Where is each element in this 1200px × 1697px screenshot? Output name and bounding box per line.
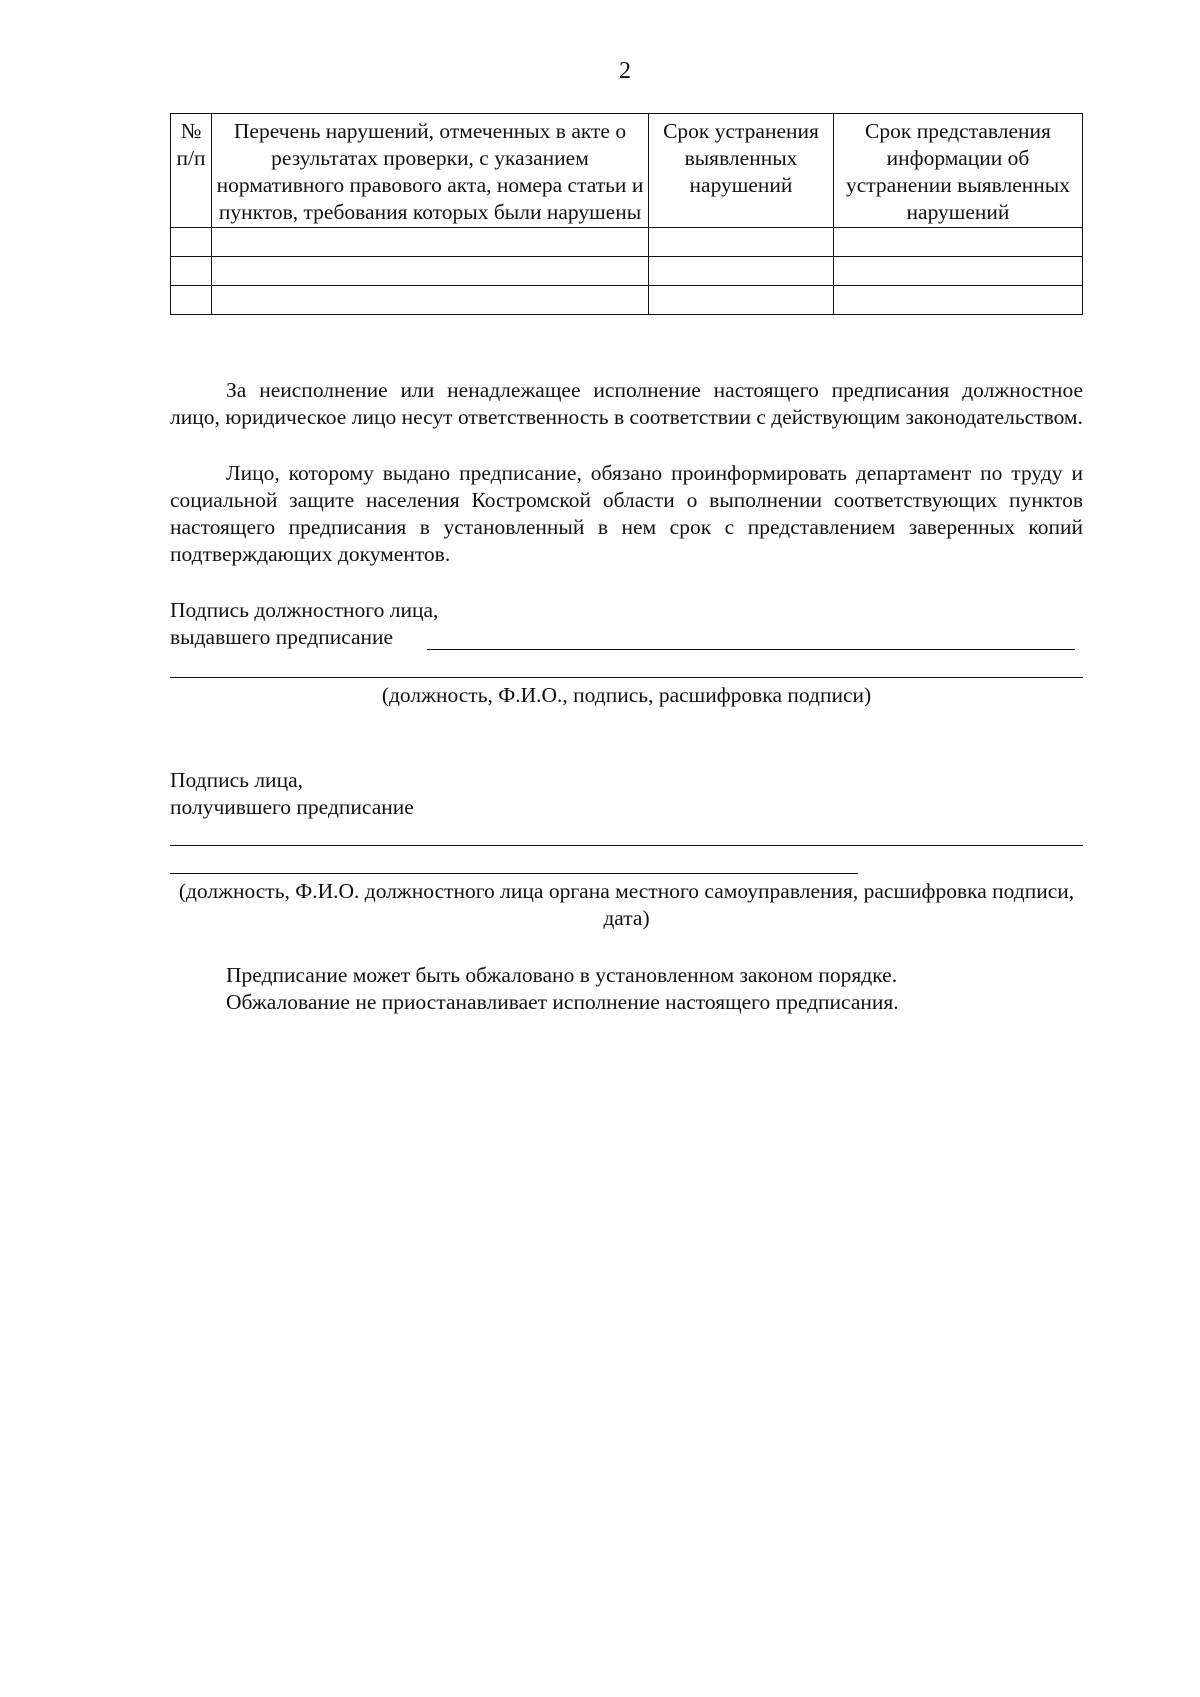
header-elimination-term: Срок устранения выявленных нарушений xyxy=(649,114,834,228)
recipient-signature-line xyxy=(170,845,1083,846)
table-cell xyxy=(212,257,649,286)
obligation-paragraph: Лицо, которому выдано предписание, обязано проинформировать департамент по труду и социальной защите населения Костромской области о выполнении соответствующих пунктов настоящего предписания в установленный в нем срок с представлением заверенных копий подтверждающих документов. xyxy=(170,461,1083,566)
table-cell xyxy=(649,257,834,286)
appeal-effect-note: Обжалование не приостанавливает исполнение настоящего предписания. xyxy=(226,990,899,1014)
recipient-signature-label-line1: Подпись лица, xyxy=(170,768,303,792)
table-row xyxy=(171,286,1083,315)
table-cell xyxy=(171,257,212,286)
recipient-signature-label-line2: получившего предписание xyxy=(170,795,414,819)
table-cell xyxy=(649,286,834,315)
header-report-term: Срок представления информации об устранении выявленных нарушений xyxy=(834,114,1083,228)
page-number: 2 xyxy=(619,58,631,84)
official-signature-label-line2: выдавшего предписание xyxy=(170,625,394,649)
official-signature-line xyxy=(427,649,1075,650)
table-cell xyxy=(171,286,212,315)
table-cell xyxy=(212,228,649,257)
recipient-signature-caption: (должность, Ф.И.О. должностного лица органа местного самоуправления, расшифровка подписи, дата) xyxy=(178,879,1075,930)
table-cell xyxy=(834,286,1083,315)
official-details-line xyxy=(170,677,1083,678)
recipient-date-line xyxy=(170,873,858,874)
table-cell xyxy=(834,228,1083,257)
official-signature-caption: (должность, Ф.И.О., подпись, расшифровка подписи) xyxy=(381,683,872,707)
table-cell xyxy=(212,286,649,315)
table-row xyxy=(171,257,1083,286)
official-signature-label-line1: Подпись должностного лица, xyxy=(170,598,439,622)
table-cell xyxy=(171,228,212,257)
table-cell xyxy=(649,228,834,257)
table-cell xyxy=(834,257,1083,286)
appeal-note: Предписание может быть обжаловано в установленном законом порядке. xyxy=(226,963,898,987)
liability-paragraph: За неисполнение или ненадлежащее исполнение настоящего предписания должностное лицо, юридическое лицо несут ответственность в соответствии с действующим законодательством. xyxy=(170,378,1083,429)
violations-table xyxy=(170,113,1083,315)
table-header-row xyxy=(171,114,1083,228)
header-number: № п/п xyxy=(171,114,212,228)
header-violations-list: Перечень нарушений, отмеченных в акте о результатах проверки, с указанием нормативного правового акта, номера статьи и пунктов, требования которых были нарушены xyxy=(212,114,649,228)
table-row xyxy=(171,228,1083,257)
